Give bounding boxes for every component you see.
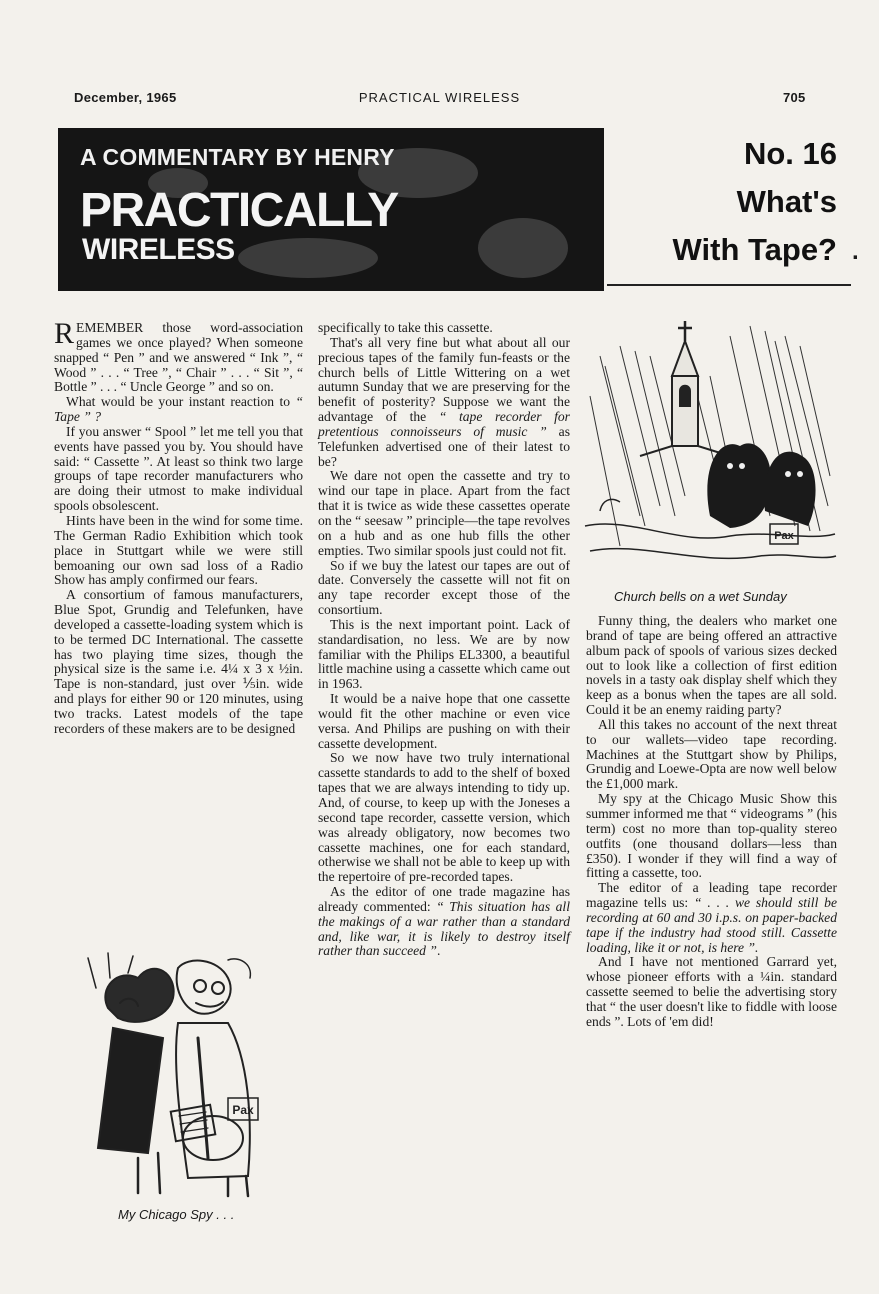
article-title-line1: What's — [736, 184, 837, 219]
paragraph: A consortium of famous manufacturers, Blue Spot, Grundig and Telefunken, have developed a cassette-loading system which is to be termed DC International. The cassette has two playing time sizes, though the physical size is the same i.e. 4¼ x 3 x ½in. Tape is non-standard, just over ⅕in. wide and plays for either 90 or 120 minutes, using two tracks. Latest models of the tape recorders of these makers are to be designed — [54, 587, 303, 736]
paragraph: If you answer “ Spool ” let me tell you that events have passed you by. You should have said: “ Cassette ”. At least so think two large groups of tape recorder manufacturers who are doing their utmost to make individual spools obsolescent. — [54, 423, 303, 514]
article-column-3 — [586, 614, 837, 1030]
issue-date: December, 1965 — [74, 90, 177, 105]
column-banner — [58, 128, 604, 291]
paragraph: That's all very fine but what about all our precious tapes of the family fun-feasts or the church bells of Little Wittering on a wet autumn Sunday that we are preserving for the benefit of posterity? Suppose we want the advantage of the “ tape recorder for pretentious connoisseurs of music ” as Telefunken advertised one of their latest to be? — [318, 334, 571, 469]
paragraph: So if we buy the latest our tapes are out of date. Conversely the cassette will not fit on any tape recorder except those of the consortium. — [318, 557, 570, 618]
banner-subtitle: WIRELESS — [82, 233, 235, 266]
banner-commentary: A COMMENTARY BY HENRY — [80, 144, 395, 170]
title-rule — [607, 284, 851, 286]
article-number: No. 16 — [743, 136, 837, 171]
paragraph: So we now have two truly international cassette standards to add to the shelf of boxed tapes that we are always intending to tidy up. And, of course, to keep up with the Joneses a second tape recorder, cassette version, which was already obligatory, now becomes two cassette machines, one for each standard, otherwise we shall not be able to keep up with the repertoire of pre-recorded tapes. — [318, 750, 570, 885]
paragraph: The editor of a leading tape recorder magazine tells us: “ . . . we should still be recording at 60 and 30 i.p.s. on paper-backed tape if the industry had stood still. Cassette loading, like it or not, is here ”. — [586, 880, 837, 955]
paragraph: And I have not mentioned Garrard yet, whose pioneer efforts with a ¼in. standard cassette seemed to belie the advertising story that “ the user doesn't like to fiddle with loose ends ”. Lots of 'em did! — [586, 954, 837, 1029]
paragraph: My spy at the Chicago Music Show this summer informed me that “ videograms ” (his term) cost no more than top-quality stereo outfits (one thousand dollars—less than £350). I wonder if they will find a way of fitting a cassette, too. — [586, 791, 837, 881]
paragraph: What would be your instant reaction to “ Tape ” ? — [54, 394, 303, 425]
article-title-line2: With Tape? — [672, 232, 837, 267]
cartoon-caption-2: Church bells on a wet Sunday — [614, 589, 787, 604]
paragraph: REMEMBER those word-association games we once played? When someone snapped “ Pen ” and we answered “ Ink ”, “ Wood ” . . . “ Tree ”, “ Chair ” . . . “ Sit ”, “ Bottle ” . . . “ Uncle George ” and so on. — [54, 317, 303, 395]
paragraph: As the editor of one trade magazine has already commented: “ This situation has all the makings of a war rather than a standard and, like war, it is likely to destroy itself rather than succeed ”. — [318, 884, 570, 959]
chicago-spy-cartoon — [78, 948, 278, 1198]
paragraph: All this takes no account of the next threat to our wallets—video tape recording. Machines at the Stuttgart show by Philips, Grundig and Loewe-Opta are now well below the £1,000 mark. — [586, 716, 837, 792]
cartoon-signature: Pax — [774, 530, 794, 542]
title-dot: . — [852, 238, 859, 265]
paragraph: It would be a naive hope that one cassette would fit the other machine or even vice versa. And Philips are pushing on with their cassette development. — [318, 691, 570, 751]
paragraph: We dare not open the cassette and try to wind our tape in place. Apart from the fact that it is twice as wide these cassettes operate on the “ seesaw ” principle—the tape revolves on a hub and as one hub fills the other empties. Two similar spools just could not fit. — [318, 468, 570, 558]
article-column-1 — [54, 317, 303, 737]
paragraph: specifically to take this cassette. — [318, 320, 493, 335]
magazine-title: PRACTICAL WIRELESS — [358, 90, 521, 105]
article-column-2 — [318, 321, 570, 959]
drop-cap: R — [54, 317, 75, 350]
church-bells-cartoon — [580, 316, 838, 583]
banner-title: PRACTICALLY — [80, 184, 398, 237]
paragraph: Hints have been in the wind for some time. The German Radio Exhibition which took place in Stuttgart while we were still bemoaning our own sad loss of a Radio Show has amply confirmed our fears. — [54, 512, 303, 588]
paragraph: This is the next important point. Lack of standardisation, no less. We are by now familiar with the Philips EL3300, a beautiful little machine using a cassette which came out in 1963. — [318, 616, 570, 692]
cartoon-caption-1: My Chicago Spy . . . — [118, 1207, 235, 1222]
cartoon-signature: Pax — [232, 1103, 254, 1117]
page-number: 705 — [783, 90, 806, 105]
paragraph: Funny thing, the dealers who market one brand of tape are being offered an attractive album pack of spools of various sizes decked out to look like a collection of first edition novels in a tasty oak display shelf which they keep as a bonus when the tapes are all sold. Could it be an enemy raiding party? — [586, 613, 837, 718]
